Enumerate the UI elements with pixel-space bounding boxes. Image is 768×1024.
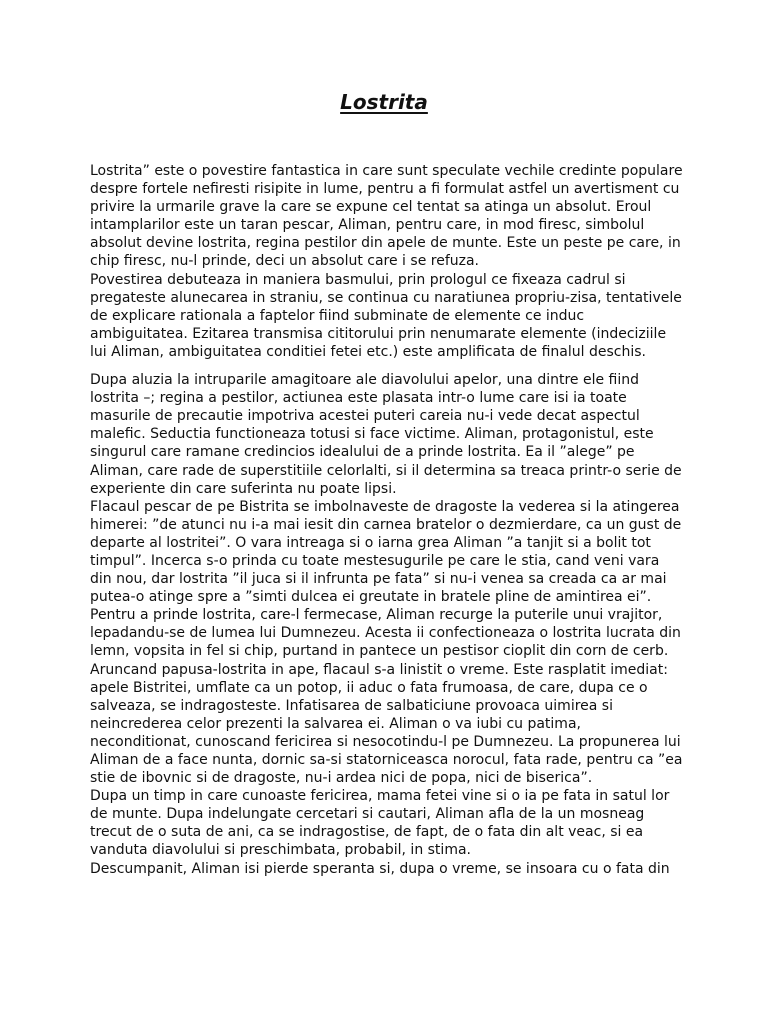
text-line: vanduta diavolului si preschimbata, probabil, in stima. [90,842,471,859]
text-line: de explicare rationala a faptelor fiind subminate de elemente ce induc [90,307,585,324]
text-line: stie de ibovnic si de dragoste, nu-i ardea nici de popa, nici de biserica”. [90,770,593,787]
text-line: Dupa un timp in care cunoaste fericirea, mama fetei vine si o ia pe fata in satul lor [90,788,670,805]
text-line: absolut devine lostrita, regina pestilor din apele de munte. Este un peste pe care, in [90,235,681,252]
text-line: Povestirea debuteaza in maniera basmului, prin prologul ce fixeaza cadrul si [90,271,626,288]
text-line: departe al lostritei”. O vara intreaga si o iarna grea Aliman ”a tanjit si a bolit tot [90,534,651,551]
text-line: lui Aliman, ambiguitatea conditiei fetei etc.) este amplificata de finalul deschis. [90,343,646,360]
document-body [90,162,690,878]
text-line: Flacaul pescar de pe Bistrita se imbolnaveste de dragoste la vederea si la atingerea [90,498,680,515]
text-line: neincrederea celor prezenti la salvarea ei. Aliman o va iubi cu patima, [90,715,581,732]
text-line: din nou, dar lostrita ”il juca si il infrunta pe fata” si nu-i venea sa creada ca ar mai [90,571,667,588]
text-line: putea-o atinge spre a ”simti dulcea ei greutate in bratele pline de amintirea ei”. [90,589,652,606]
text-line: lepadandu-se de lumea lui Dumnezeu. Acesta ii confectioneaza o lostrita lucrata din [90,625,681,642]
text-line: Descumpanit, Aliman isi pierde speranta si, dupa o vreme, se insoara cu o fata din [90,860,670,877]
document-title: Lostrita [340,90,428,114]
text-line: ambiguitatea. Ezitarea transmisa cititorului prin nenumarate elemente (indeciziile [90,325,667,342]
text-line: timpul”. Incerca s-o prinda cu toate mestesugurile pe care le stia, cand veni vara [90,552,660,569]
text-line: chip firesc, nu-l prinde, deci un absolut care i se refuza. [90,253,479,270]
text-line: Aruncand papusa-lostrita in ape, flacaul s-a linistit o vreme. Este rasplatit imediat: [90,661,668,678]
text-line: privire la urmarile grave la care se expune cel tentat sa atinga un absolut. Eroul [90,199,652,216]
text-line: malefic. Seductia functioneaza totusi si face victime. Aliman, protagonistul, este [90,426,654,443]
text-line: Dupa aluzia la intruparile amagitoare ale diavolului apelor, una dintre ele fiind [90,372,640,389]
text-line: Aliman de a face nunta, dornic sa-si statorniceasca norocul, fata rade, pentru ca ”ea [90,752,683,768]
text-line: experiente din care suferinta nu poate lipsi. [90,480,397,497]
text-line: masurile de precautie impotriva acestei puteri careia nu-i vede decat aspectul [90,408,640,425]
text-line: Pentru a prinde lostrita, care-l fermecase, Aliman recurge la puterile unui vrajitor, [90,607,663,624]
text-line: himerei: ”de atunci nu i-a mai iesit din carnea bratelor o dezmierdare, ca un gust de [90,516,682,533]
text-line: intamplarilor este un taran pescar, Aliman, pentru care, in mod firesc, simbolul [90,217,645,234]
text-line: de munte. Dupa indelungate cercetari si cautari, Aliman afla de la un mosneag [90,806,645,823]
text-line: Aliman, care rade de superstitiile celorlalti, si il determina sa treaca printr-o serie de [90,462,682,479]
text-line: singurul care ramane credincios idealului de a prinde lostrita. Ea il ”alege” pe [90,444,635,461]
text-line: salveaza, se indragosteste. Infatisarea de salbaticiune provoaca uimirea si [90,697,613,714]
text-line: despre fortele nefiresti risipite in lume, pentru a fi formulat astfel un avertisment cu [90,181,680,198]
text-line: lostrita –; regina a pestilor, actiunea este plasata intr-o lume care isi ia toate [90,390,627,407]
paragraph-gap [90,361,690,371]
text-line: apele Bistritei, umflate ca un potop, ii aduc o fata frumoasa, de care, dupa ce o [90,679,648,696]
text-line: lemn, vopsita in fel si chip, purtand in pantece un pestisor cioplit din corn de cerb. [90,643,669,660]
text-line: pregateste alunecarea in straniu, se continua cu naratiunea propriu-zisa, tentativele [90,289,682,306]
text-line: trecut de o suta de ani, ca se indragostise, de fapt, de o fata din alt veac, si ea [90,824,644,841]
text-line: neconditionat, cunoscand fericirea si nesocotindu-l pe Dumnezeu. La propunerea lui [90,733,681,750]
text-line: Lostrita” este o povestire fantastica in care sunt speculate vechile credinte populare [90,163,683,179]
